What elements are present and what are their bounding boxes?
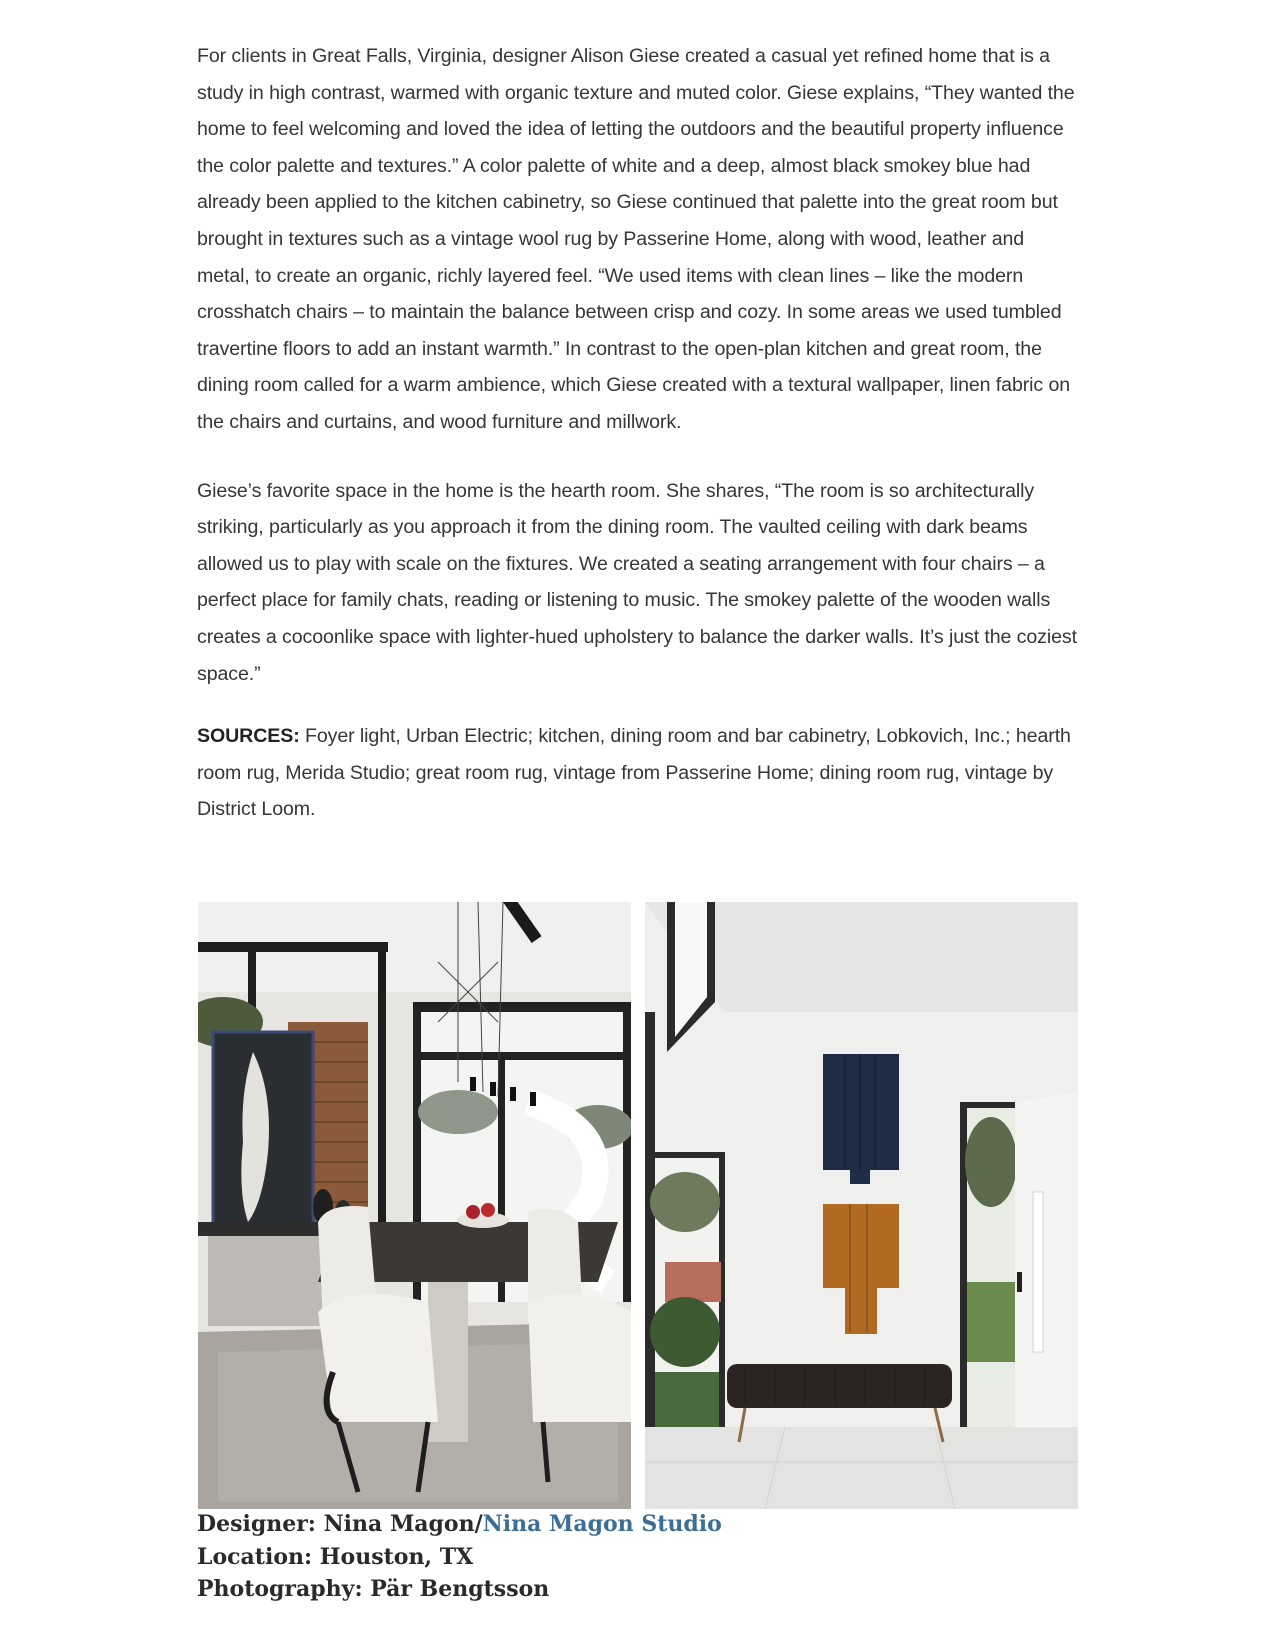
- designer-label: Designer: Nina Magon/: [197, 1511, 483, 1537]
- dining-room-photo: [198, 902, 631, 1509]
- photo-credits: [197, 1508, 722, 1606]
- article-paragraph-1: For clients in Great Falls, Virginia, designer Alison Giese created a casual yet refined home that is a study in high contrast, warmed with organic texture and muted color. Giese explains, “They wanted the home to feel welcoming and loved the idea of letting the outdoors and the beautiful property influence the color palette and textures.” A color palette of white and a deep, almost black smokey blue had already been applied to the kitchen cabinetry, so Giese continued that palette into the great room but brought in textures such as a vintage wool rug by Passerine Home, along with wood, leather and metal, to create an organic, richly layered feel. “We used items with clean lines – like the modern crosshatch chairs – to maintain the balance between crisp and cozy. In some areas we used tumbled travertine floors to add an instant warmth.” In contrast to the open-plan kitchen and great room, the dining room called for a warm ambience, which Giese created with a textural wallpaper, linen fabric on the chairs and curtains, and wood furniture and millwork.: [197, 45, 1075, 433]
- location-credit: Location: Houston, TX: [197, 1543, 474, 1570]
- designer-credit: [197, 1508, 722, 1541]
- photo-gallery: [198, 902, 1078, 1509]
- bench: [727, 1364, 952, 1408]
- sources-label: SOURCES:: [197, 725, 300, 748]
- dining-room-illustration: [198, 902, 631, 1509]
- article-paragraph-2: Giese’s favorite space in the home is the hearth room. She shares, “The room is so architecturally striking, particularly as you approach it from the dining room. The vaulted ceiling with dark beams allowed us to play with scale on the fixtures. We created a seating arrangement with four chairs – a perfect place for family chats, reading or listening to music. The smokey palette of the wooden walls creates a cocoonlike space with lighter-hued upholstery to balance the darker walls. It’s just the coziest space.”: [197, 479, 1077, 685]
- sources-text: Foyer light, Urban Electric; kitchen, dining room and bar cabinetry, Lobkovich, Inc.; hearth room rug, Merida Studio; great room rug, vintage from Passerine Home; dining room rug, vintage by District Loom.: [197, 725, 1071, 821]
- sources-paragraph: [197, 718, 1077, 828]
- entryway-illustration: [645, 902, 1078, 1509]
- photography-credit: Photography: Pär Bengtsson: [197, 1576, 550, 1602]
- article-body: [197, 38, 1077, 828]
- rust-textile: [823, 1204, 899, 1288]
- designer-studio-link[interactable]: Nina Magon Studio: [482, 1511, 722, 1537]
- entryway-photo: [645, 902, 1078, 1509]
